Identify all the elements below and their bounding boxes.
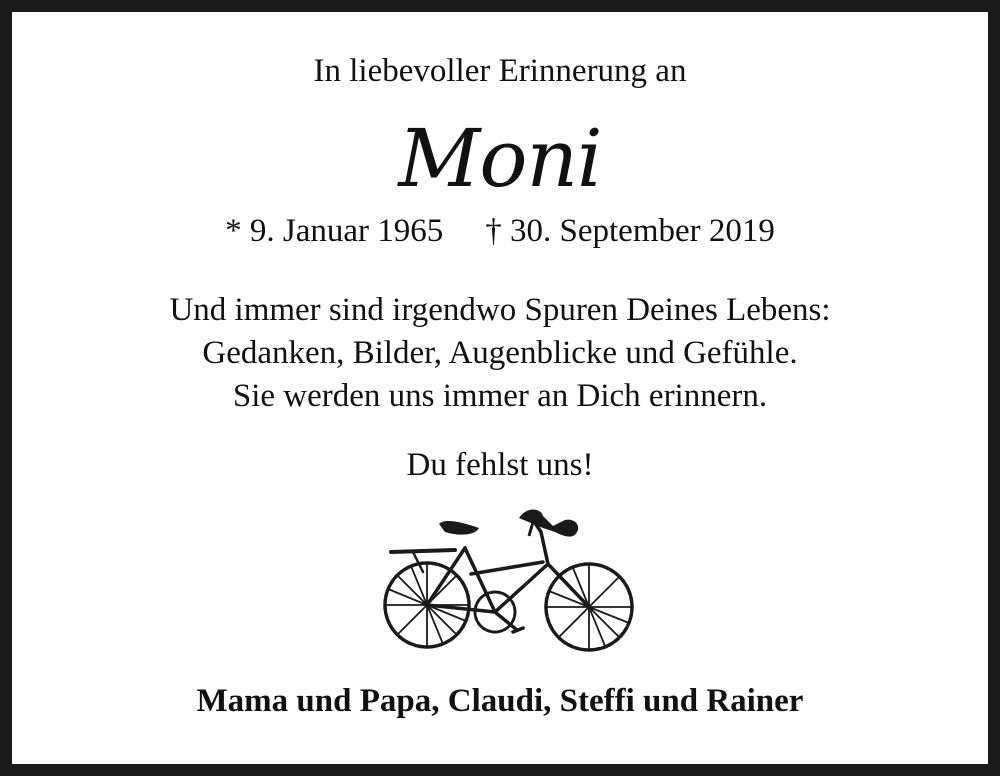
closing-text: Du fehlst uns!: [406, 447, 594, 483]
birth-date: * 9. Januar 1965: [225, 213, 444, 249]
memorial-verse: [0, 289, 1000, 418]
verse-line: Sie werden uns immer an Dich erinnern.: [232, 378, 768, 414]
life-dates: [0, 213, 1000, 250]
intro-text: In liebevoller Erinnerung an: [313, 53, 687, 89]
signers-text: Mama und Papa, Claudi, Steffi und Rainer: [196, 683, 804, 719]
death-date: † 30. September 2019: [485, 213, 775, 249]
deceased-name: Moni: [398, 112, 602, 205]
verse-line: Gedanken, Bilder, Augenblicke und Gefühle.: [202, 335, 798, 371]
verse-line: Und immer sind irgendwo Spuren Deines Lebens:: [169, 292, 831, 328]
bicycle-icon: [383, 502, 639, 654]
